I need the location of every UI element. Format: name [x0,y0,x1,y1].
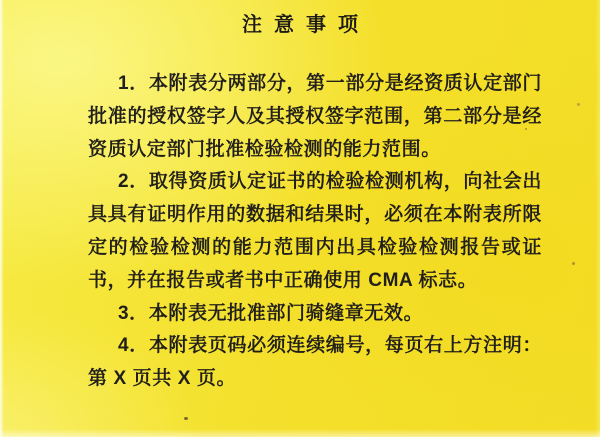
notice-paragraph-4: 4．本附表页码必须连续编号，每页右上方注明：第 X 页共 X 页。 [88,335,542,390]
notice-paragraph-1: 1．本附表分两部分，第一部分是经资质认定部门批准的授权签字人及其授权签字范围，第二部分是经资质认定部门批准检验检测的能力范围。 [88,73,542,160]
notice-body [88,68,542,396]
paper-speck [577,103,580,106]
notice-paragraph-2: 2．取得资质认定证书的检验检测机构，向社会出具具有证明作用的数据和结果时，必须在本附表所限定的检验检测的能力范围内出具检验检测报告或证书，并在报告或者书中正确使用 CMA 标志。 [88,171,542,291]
paper-speck [572,262,575,265]
paper-speck [184,417,188,420]
page-title: 注意事项 [242,14,370,36]
notice-paragraph-3: 3．本附表无批准部门骑缝章无效。 [118,302,424,324]
